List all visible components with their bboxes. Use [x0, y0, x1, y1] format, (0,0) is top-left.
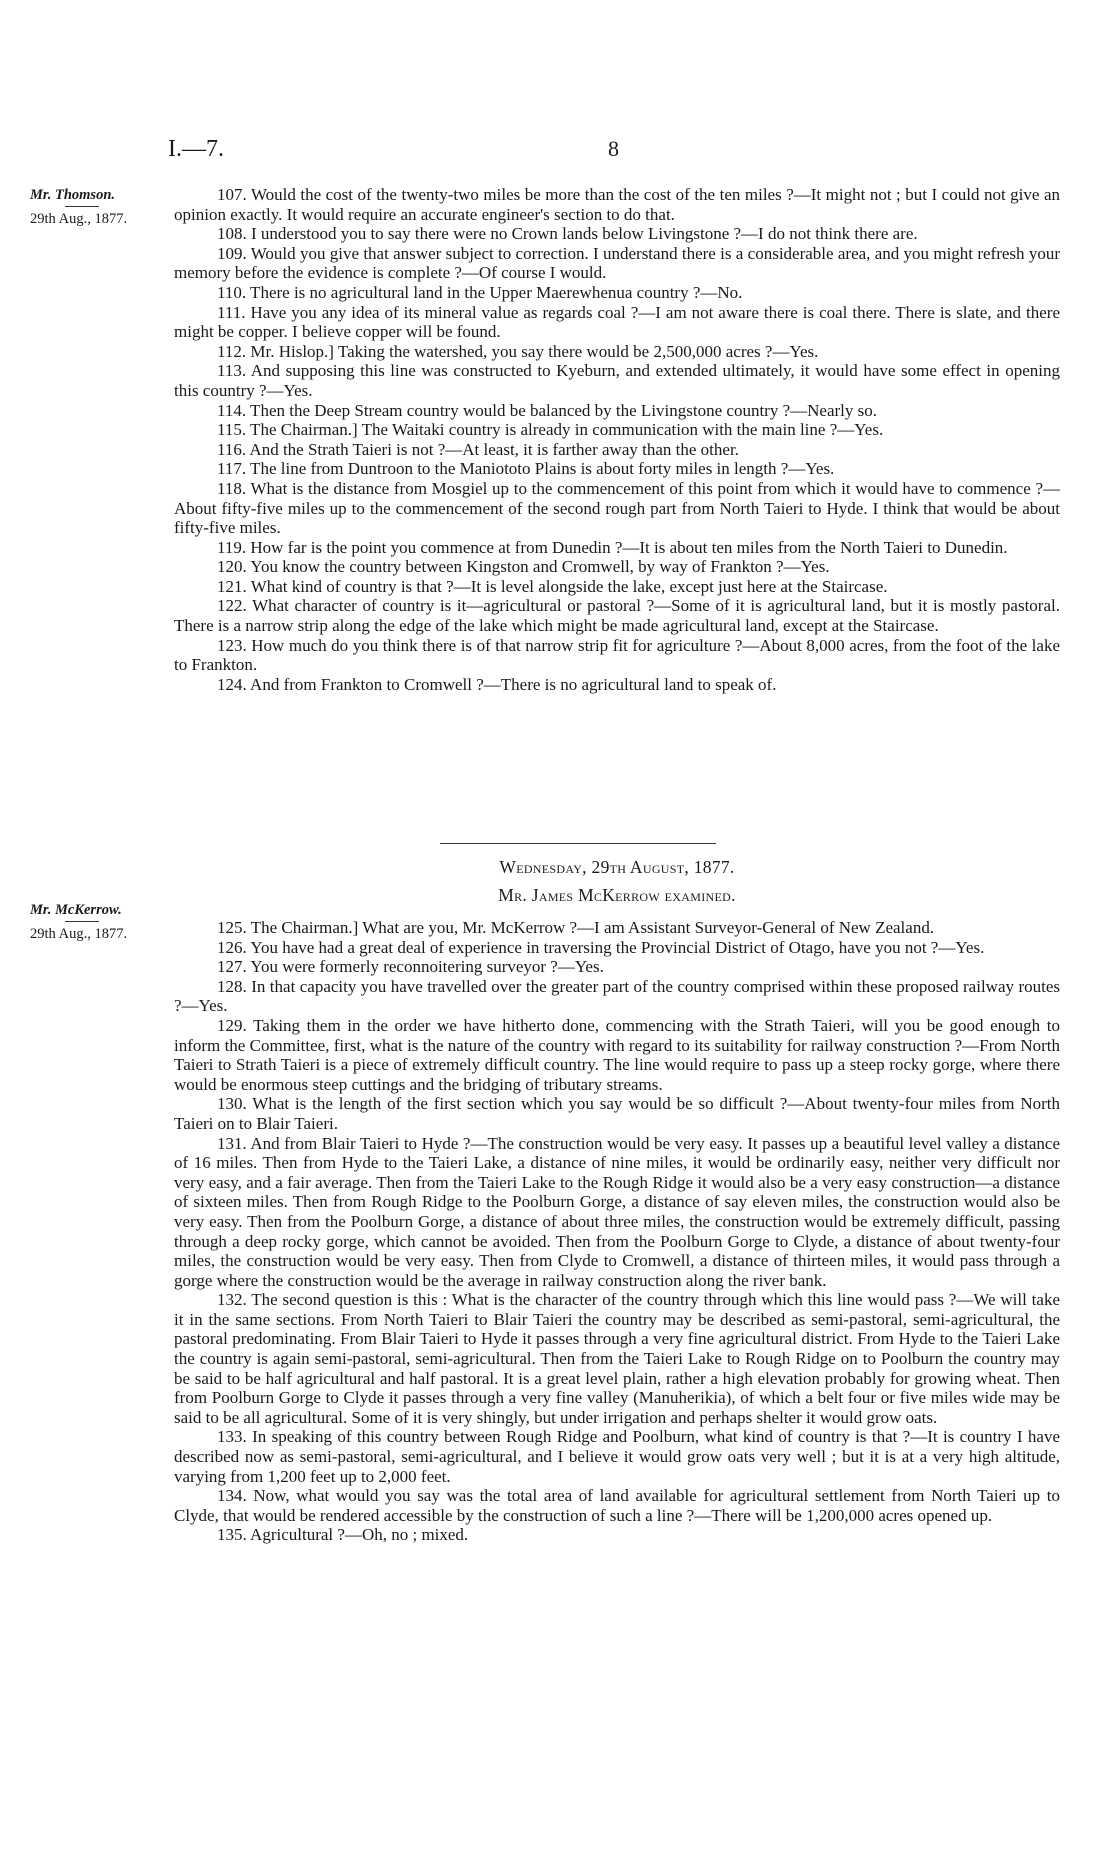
page-number: 8	[608, 136, 619, 161]
section-divider	[440, 843, 716, 844]
testimony-paragraph: 125. The Chairman.] What are you, Mr. McKerrow ?—I am Assistant Surveyor-General of New Zealand.	[217, 918, 935, 937]
witness-examined-heading: Mr. James McKerrow examined.	[498, 885, 736, 905]
testimony-paragraph: 119. How far is the point you commence at from Dunedin ?—It is about ten miles from the North Taieri to Dunedin.	[217, 537, 1008, 557]
margin-rule	[65, 921, 99, 922]
testimony-paragraph: 118. What is the distance from Mosgiel up to the commencement of this point from which it would have to commence ?—About fifty-five miles up to the commencement of the second rough part from North Taieri to Hyde. I think that would be about fifty-five miles.	[174, 478, 1060, 538]
testimony-paragraph: 107. Would the cost of the twenty-two miles be more than the cost of the ten miles ?—It might not ; but I could not give an opinion exactly. It would require an accurate engineer's section to do that.	[174, 185, 1060, 224]
testimony-paragraph: 131. And from Blair Taieri to Hyde ?—The construction would be very easy. It passes up a beautiful level valley a distance of 16 miles. Then from Hyde to the Taieri Lake, a distance of nine miles, it would be ordinarily easy, neither very difficult nor very easy, and a fair average. Then from the Taieri Lake to the Rough Ridge it would also be a very easy construction—a distance of sixteen miles. Then from Rough Ridge to the Poolburn Gorge, a distance of say eleven miles, the construction would also be very easy. Then from the Poolburn Gorge, a distance of about three miles, the construction would be extremely difficult, passing through a deep rocky gorge, which cannot be avoided. Then from the Poolburn Gorge to Clyde, a distance of about twenty-four miles, the construction would be very easy. Then from Clyde to Cromwell, a distance of thirteen miles, it would pass through a gorge where the construction would be the average in railway construction along the river bank.	[174, 1133, 1060, 1290]
testimony-paragraph: 126. You have had a great deal of experience in traversing the Provincial District of Otago, have you not ?—Yes.	[217, 937, 985, 957]
testimony-paragraph: 111. Have you any idea of its mineral value as regards coal ?—I am not aware there is coal there. There is slate, and there might be copper. I believe copper will be found.	[174, 302, 1060, 342]
testimony-paragraph: 134. Now, what would you say was the total area of land available for agricultural settlement from North Taieri up to Clyde, that would be rendered accessible by the construction of such a line ?—There will be 1,200,000 acres opened up.	[174, 1486, 1060, 1525]
testimony-paragraph: 121. What kind of country is that ?—It is level alongside the lake, except just here at the Staircase.	[217, 576, 888, 596]
testimony-paragraph: 129. Taking them in the order we have hitherto done, commencing with the Strath Taieri, will you be good enough to inform the Committee, first, what is the nature of the country with regard to its suitability for railway construction ?—From North Taieri to Strath Taieri is a piece of extremely difficult country. The line would require to pass up a steep rocky gorge, where there would be enormous steep cuttings and the bridging of tributary streams.	[174, 1015, 1060, 1094]
testimony-paragraph: 110. There is no agricultural land in the Upper Maerewhenua country ?—No.	[217, 282, 743, 302]
testimony-paragraph: 123. How much do you think there is of that narrow strip fit for agriculture ?—About 8,000 acres, from the foot of the lake to Frankton.	[174, 635, 1060, 675]
testimony-paragraph: 124. And from Frankton to Cromwell ?—There is no agricultural land to speak of.	[217, 674, 777, 694]
testimony-paragraph: 108. I understood you to say there were no Crown lands below Livingstone ?—I do not think there are.	[217, 224, 918, 244]
testimony-section-1	[174, 185, 1060, 694]
testimony-paragraph: 122. What character of country is it—agricultural or pastoral ?—Some of it is agricultural land, but it is mostly pastoral. There is a narrow strip along the edge of the lake which might be made agricultural land, except at the Staircase.	[174, 596, 1060, 636]
margin-rule	[65, 206, 99, 207]
session-date-heading: Wednesday, 29th August, 1877.	[499, 857, 735, 877]
testimony-paragraph: 132. The second question is this : What is the character of the country through which this line would pass ?—We will take it in the same sections. From North Taieri to Blair Taieri the country may be described as semi-pastoral, semi-agricultural, the pastoral predominating. From Blair Taieri to Hyde it passes through a very fine agricultural district. From Hyde to the Taieri Lake the country is again semi-pastoral, semi-agricultural. Then from the Taieri Lake to Rough Ridge on to Poolburn the country may be said to be half agricultural and half pastoral. It is a great level plain, rather a high elevation probably for growing wheat. Then from Poolburn Gorge to Clyde it passes through a very fine valley (Manuherikia), of which a belt four or five miles wide may be said to be all agricultural. Some of it is very shingly, but under irrigation and perhaps shelter it would grow oats.	[174, 1290, 1060, 1427]
testimony-paragraph: 128. In that capacity you have travelled over the greater part of the country comprised within these proposed railway routes ?—Yes.	[174, 976, 1060, 1016]
testimony-paragraph: 127. You were formerly reconnoitering surveyor ?—Yes.	[217, 957, 604, 977]
testimony-paragraph: 109. Would you give that answer subject to correction. I understand there is a considerable area, and you might refresh your memory before the evidence is complete ?—Of course I would.	[174, 243, 1060, 283]
margin-date: 29th Aug., 1877.	[30, 926, 128, 942]
testimony-paragraph: 133. In speaking of this country between Rough Ridge and Poolburn, what kind of country is that ?—It is country I have described now as semi-pastoral, semi-agricultural, and I believe it would grow oats very well ; but it is at a very high altitude, varying from 1,200 feet up to 2,000 feet.	[174, 1427, 1060, 1486]
testimony-section-2	[174, 918, 1060, 1545]
page-identifier: I.—7.	[168, 136, 224, 162]
testimony-paragraph: 112. Mr. Hislop.] Taking the watershed, you say there would be 2,500,000 acres ?—Yes.	[217, 341, 819, 361]
testimony-paragraph: 130. What is the length of the first section which you say would be so difficult ?—About twenty-four miles from North Taieri on to Blair Taieri.	[174, 1094, 1060, 1133]
testimony-paragraph: 114. Then the Deep Stream country would be balanced by the Livingstone country ?—Nearly so.	[217, 400, 877, 420]
testimony-paragraph: 115. The Chairman.] The Waitaki country is already in communication with the main line ?—Yes.	[217, 420, 884, 440]
margin-date: 29th Aug., 1877.	[30, 211, 128, 227]
margin-note-thomson	[30, 187, 180, 228]
testimony-paragraph: 120. You know the country between Kingston and Cromwell, by way of Frankton ?—Yes.	[217, 557, 830, 577]
testimony-paragraph: 135. Agricultural ?—Oh, no ; mixed.	[217, 1525, 469, 1545]
testimony-paragraph: 117. The line from Duntroon to the Maniototo Plains is about forty miles in length ?—Yes.	[217, 459, 835, 479]
margin-note-mckerrow	[30, 902, 180, 943]
testimony-paragraph: 116. And the Strath Taieri is not ?—At least, it is farther away than the other.	[217, 439, 739, 459]
margin-witness-name: Mr. Thomson.	[30, 187, 116, 203]
testimony-paragraph: 113. And supposing this line was constructed to Kyeburn, and extended ultimately, it would have some effect in opening this country ?—Yes.	[174, 361, 1060, 400]
margin-witness-name: Mr. McKerrow.	[30, 902, 122, 918]
page-header	[168, 136, 1068, 166]
